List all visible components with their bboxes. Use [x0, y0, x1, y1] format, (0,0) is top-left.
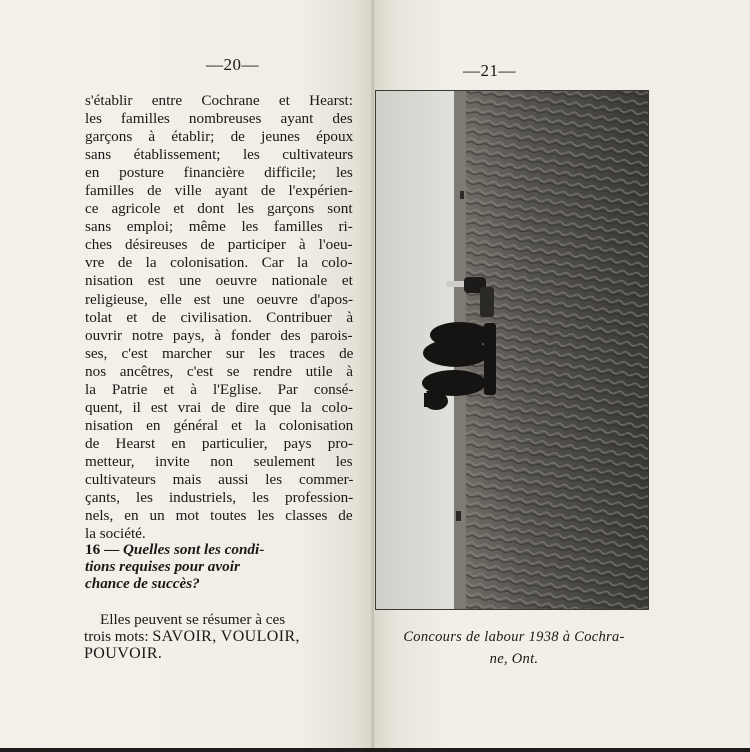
- question-text-1: Quelles sont les condi-: [122, 541, 265, 558]
- page-number-right: —21—: [463, 61, 516, 80]
- paragraph-line: la Patrie et à l'Eglise. Par consé-: [85, 380, 354, 398]
- paragraph-line: metteur, invite non seulement les: [85, 452, 353, 470]
- paragraph-line: ce agricole et dont les garçons sont: [85, 200, 353, 218]
- paragraph-line: cultivateurs mais aussi les commer-: [85, 470, 354, 488]
- question-line-3: chance de succès?: [85, 575, 200, 592]
- paragraph-line: en posture financière difficile; les: [85, 164, 353, 182]
- body-paragraph: [85, 92, 353, 543]
- paragraph-line: nos ancêtres, c'est se rendre utile à: [85, 362, 353, 380]
- photo-image: [376, 91, 648, 609]
- paragraph-line: la société.: [85, 525, 146, 543]
- question-line-1: [85, 541, 353, 558]
- paragraph-line: nisation est une oeuvre nationale et: [85, 272, 353, 290]
- caption-line-1: Concours de labour 1938 à Cochra-: [403, 629, 625, 645]
- paragraph-line: garçons à établir; de jeunes époux: [85, 128, 354, 146]
- paragraph-line: quent, il est vrai de dire que la colo-: [85, 398, 353, 416]
- paragraph-line: nels, en un mot toutes les classes de: [85, 507, 353, 525]
- paragraph-line: de Hearst en particulier, pays pro-: [85, 434, 354, 452]
- answer-line-2-words: SAVOIR, VOULOIR,: [152, 628, 300, 645]
- paragraph-line: ches désireuses de participer à l'oeu-: [85, 236, 353, 254]
- answer-line-1: Elles peuvent se résumer à ces: [100, 611, 286, 628]
- paragraph-line: tolat et de civilisation. Contribuer à: [85, 308, 354, 326]
- answer-line-3: POUVOIR.: [84, 645, 163, 662]
- answer-paragraph: [84, 611, 354, 662]
- paragraph-line: ses, c'est marcher sur les traces de: [85, 344, 354, 362]
- paragraph-line: familles de ville ayant de l'expérien-: [85, 182, 353, 200]
- caption-line-2: ne, Ont.: [489, 651, 539, 667]
- page-number-left: —20—: [206, 55, 259, 74]
- paragraph-line: s'établir entre Cochrane et Hearst:: [85, 92, 353, 109]
- paragraph-line: çants, les industriels, les profession-: [85, 489, 354, 507]
- paragraph-line: sans établissement; les cultivateurs: [85, 146, 354, 164]
- paragraph-line: les familles nombreuses ayant des: [85, 110, 353, 128]
- plowing-match-photo: [376, 91, 648, 609]
- answer-line-2-lead: trois mots:: [84, 628, 149, 645]
- left-page: [0, 0, 374, 748]
- question-number: 16 —: [85, 541, 120, 558]
- paragraph-line: religieuse, elle est une oeuvre d'apos-: [85, 290, 354, 308]
- paragraph-line: vre de la colonisation. Car la colo-: [85, 254, 353, 272]
- question-line-2: tions requises pour avoir: [85, 558, 240, 575]
- paragraph-line: ouvrir notre pays, à fonder des parois-: [85, 326, 353, 344]
- question-heading: [85, 541, 353, 592]
- paragraph-line: sans emploi; même les familles ri-: [85, 218, 353, 236]
- answer-line-2: [84, 628, 354, 645]
- paragraph-line: nisation en général et la colonisation: [85, 416, 354, 434]
- photo-caption: [374, 626, 654, 670]
